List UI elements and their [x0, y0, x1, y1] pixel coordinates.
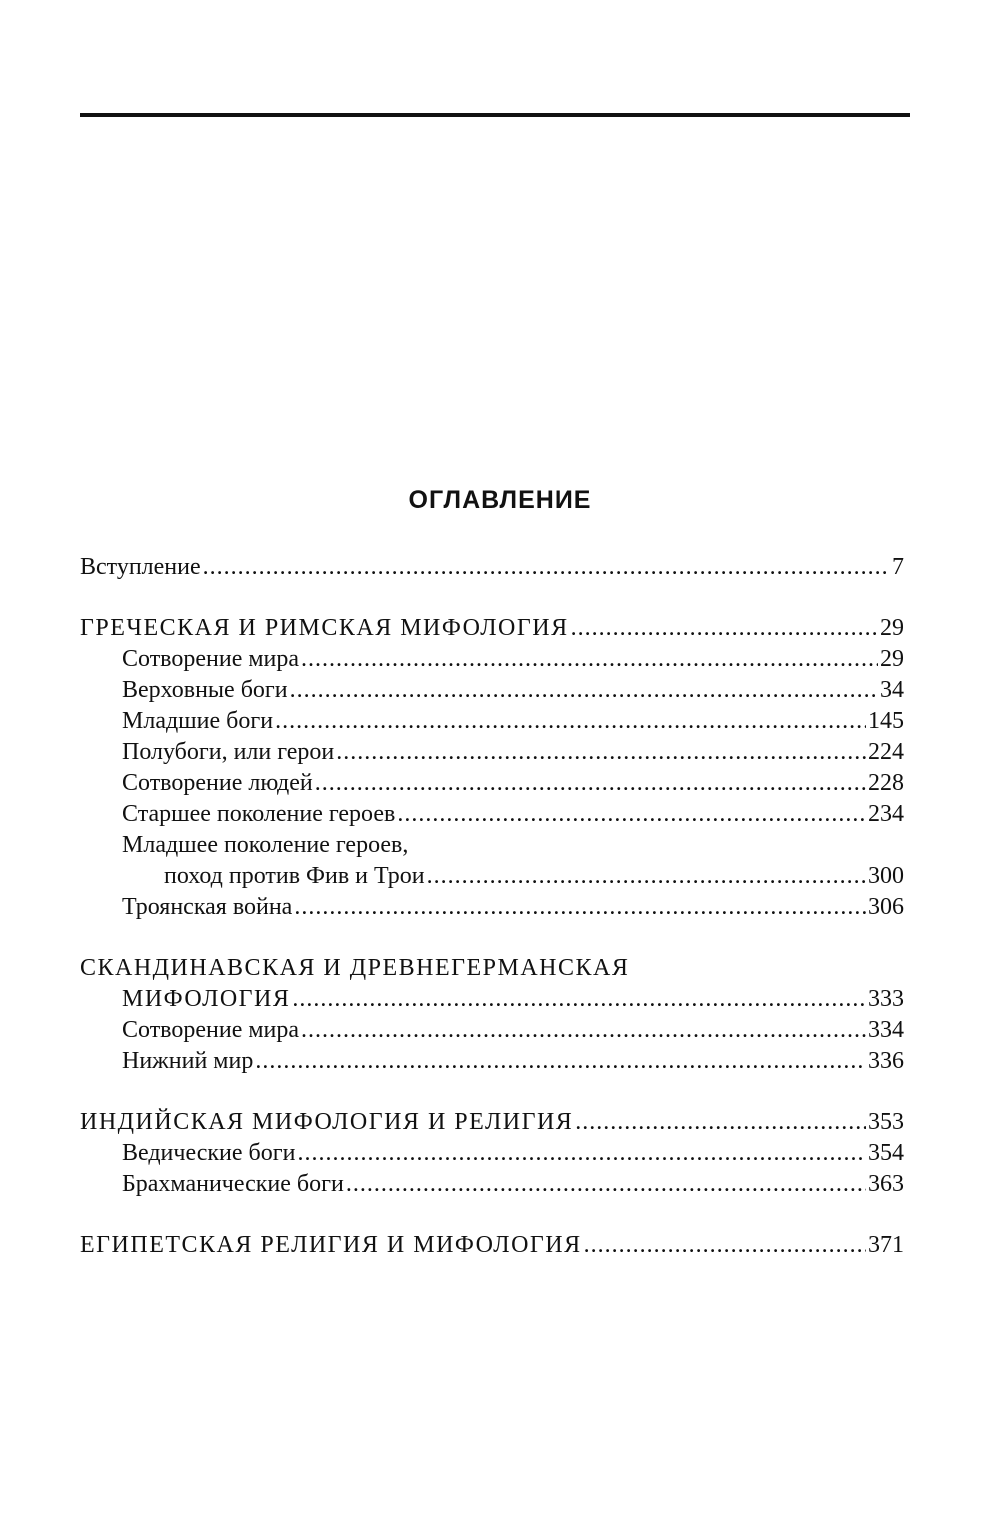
- toc-entry-label: Старшее поколение героев: [122, 801, 396, 827]
- dot-leader: [292, 984, 866, 1015]
- toc-entry-label: Сотворение мира: [122, 1017, 300, 1043]
- toc-entry-label: Младшее поколение героев,: [122, 832, 409, 858]
- toc-entry[interactable]: [80, 737, 904, 768]
- dot-leader: [315, 768, 866, 799]
- toc-entry-label: Полубоги, или герои: [122, 739, 335, 765]
- table-of-contents: [80, 552, 904, 1261]
- dot-leader: [575, 1107, 866, 1138]
- toc-entry-page: 7: [892, 554, 904, 580]
- toc-entry[interactable]: [80, 892, 904, 923]
- dot-leader: [275, 706, 866, 737]
- toc-section-label: ЕГИПЕТСКАЯ РЕЛИГИЯ И МИФОЛОГИЯ: [80, 1232, 582, 1258]
- toc-entry-page: 224: [868, 739, 904, 765]
- toc-entry-page: 145: [868, 708, 904, 734]
- toc-section-page: 371: [868, 1232, 904, 1258]
- toc-section-page: 333: [868, 986, 904, 1012]
- toc-entry-page: 300: [868, 863, 904, 889]
- toc-entry[interactable]: [80, 799, 904, 830]
- toc-entry-intro[interactable]: [80, 552, 904, 583]
- dot-leader: [255, 1046, 866, 1077]
- toc-entry[interactable]: [80, 706, 904, 737]
- toc-entry-label: Вступление: [80, 554, 201, 580]
- dot-leader: [584, 1230, 866, 1261]
- toc-section-indian[interactable]: [80, 1107, 904, 1138]
- dot-leader: [571, 613, 878, 644]
- toc-entry-page: 29: [880, 646, 904, 672]
- toc-entry[interactable]: [80, 1046, 904, 1077]
- dot-leader: [301, 1015, 866, 1046]
- dot-leader: [297, 1138, 866, 1169]
- toc-entry[interactable]: [80, 768, 904, 799]
- toc-entry-label: Брахманические боги: [122, 1171, 344, 1197]
- toc-entry-multiline-first[interactable]: [80, 830, 904, 861]
- toc-entry-page: 34: [880, 677, 904, 703]
- toc-section-label: ГРЕЧЕСКАЯ И РИМСКАЯ МИФОЛОГИЯ: [80, 615, 569, 641]
- dot-leader: [427, 861, 866, 892]
- toc-entry[interactable]: [80, 644, 904, 675]
- toc-entry-label: Ведические боги: [122, 1140, 296, 1166]
- toc-entry-page: 234: [868, 801, 904, 827]
- toc-section-label-cont: МИФОЛОГИЯ: [122, 986, 291, 1012]
- toc-entry-label: Троянская война: [122, 894, 293, 920]
- toc-section-egyptian[interactable]: [80, 1230, 904, 1261]
- toc-entry-label: Младшие боги: [122, 708, 274, 734]
- toc-section-scandinavian-cont[interactable]: [80, 984, 904, 1015]
- toc-entry-page: 336: [868, 1048, 904, 1074]
- toc-entry-label: Верховные боги: [122, 677, 288, 703]
- page-title: ОГЛАВЛЕНИЕ: [408, 486, 592, 514]
- toc-entry-label-cont: поход против Фив и Трои: [164, 863, 425, 889]
- toc-entry-page: 306: [868, 894, 904, 920]
- toc-entry-page: 334: [868, 1017, 904, 1043]
- dot-leader: [290, 675, 878, 706]
- dot-leader: [203, 552, 890, 583]
- dot-leader: [301, 644, 878, 675]
- toc-entry-page: 354: [868, 1140, 904, 1166]
- dot-leader: [336, 737, 866, 768]
- toc-entry-page: 228: [868, 770, 904, 796]
- toc-entry[interactable]: [80, 1169, 904, 1200]
- toc-section-label: СКАНДИНАВСКАЯ И ДРЕВНЕГЕРМАНСКАЯ: [80, 955, 630, 981]
- dot-leader: [397, 799, 866, 830]
- toc-section-page: 29: [880, 615, 904, 641]
- top-rule: [80, 113, 910, 117]
- toc-entry[interactable]: [80, 1138, 904, 1169]
- toc-entry[interactable]: [80, 1015, 904, 1046]
- toc-section-greek[interactable]: [80, 613, 904, 644]
- toc-section-scandinavian[interactable]: [80, 953, 904, 984]
- dot-leader: [294, 892, 866, 923]
- toc-section-label: ИНДИЙСКАЯ МИФОЛОГИЯ И РЕЛИГИЯ: [80, 1109, 574, 1135]
- dot-leader: [346, 1169, 866, 1200]
- toc-entry-multiline-cont[interactable]: [80, 861, 904, 892]
- toc-entry-label: Сотворение мира: [122, 646, 300, 672]
- toc-section-page: 353: [868, 1109, 904, 1135]
- toc-entry-page: 363: [868, 1171, 904, 1197]
- toc-entry-label: Сотворение людей: [122, 770, 313, 796]
- toc-entry-label: Нижний мир: [122, 1048, 254, 1074]
- toc-entry[interactable]: [80, 675, 904, 706]
